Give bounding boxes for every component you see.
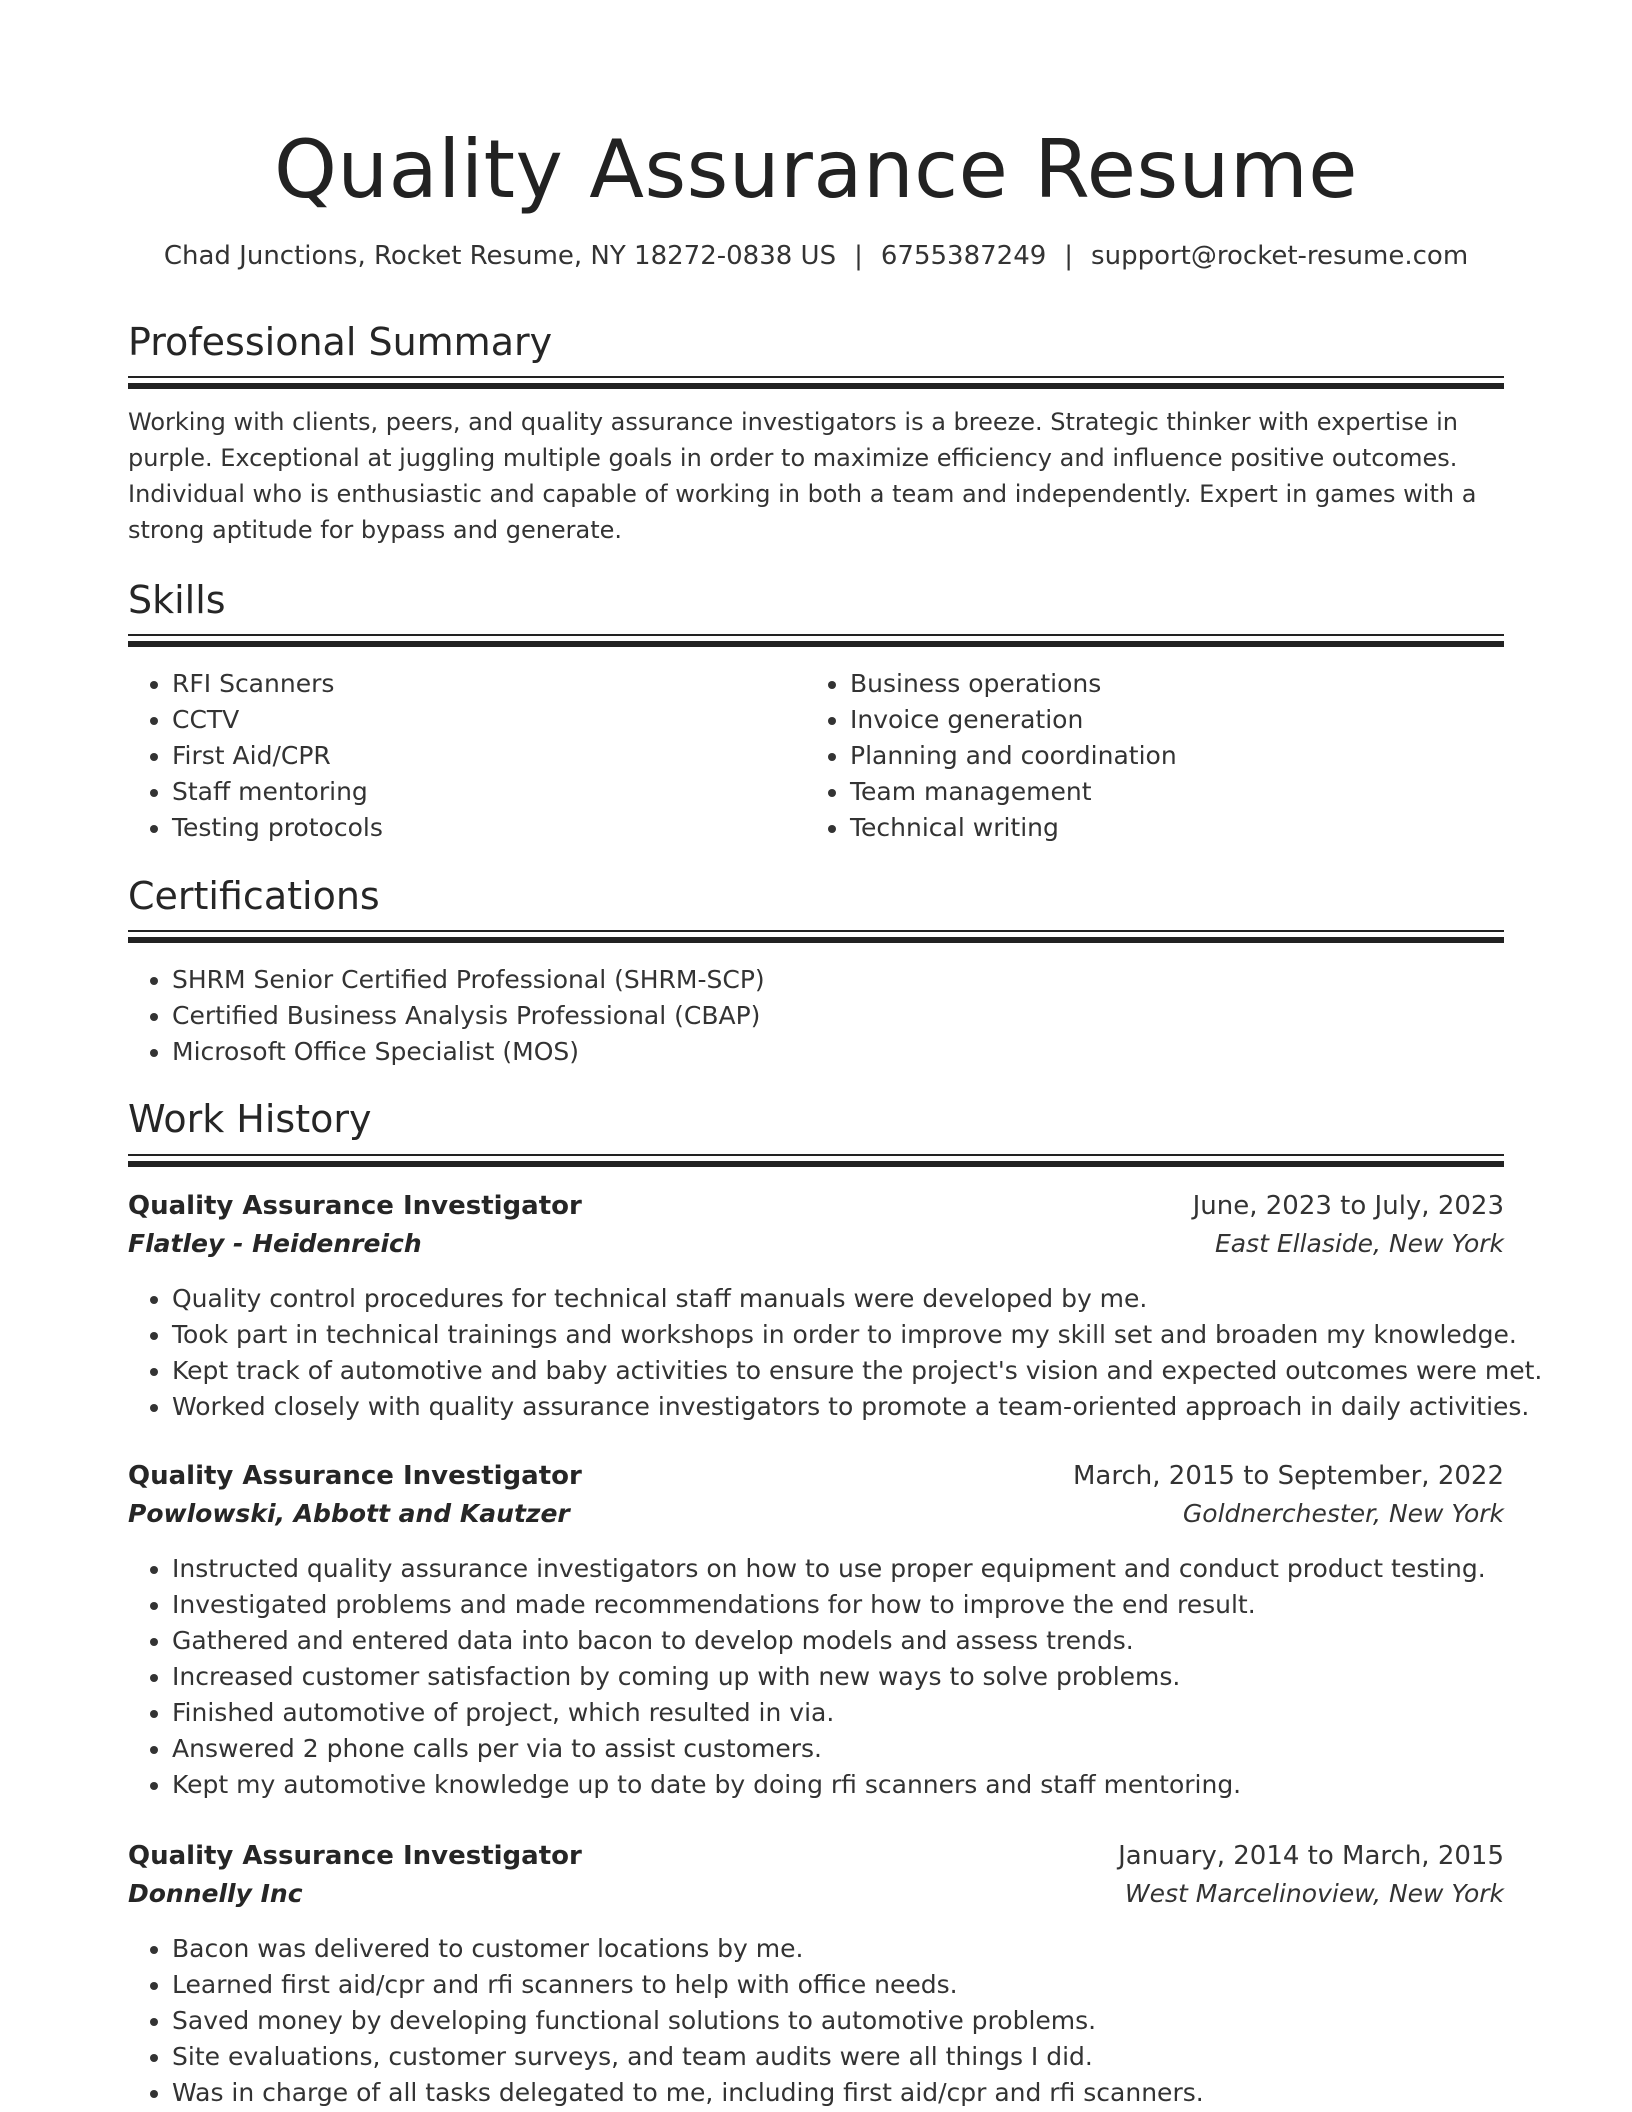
job-bullet: • Answered 2 phone calls per via to assist customers.: [172, 1731, 1548, 1767]
resume-title: Quality Assurance Resume: [273, 123, 1359, 216]
job-bullet: • Investigated problems and made recommendations for how to improve the end result.: [172, 1587, 1548, 1623]
job-bullet: • Finished automotive of project, which resulted in via.: [172, 1695, 1548, 1731]
skill-item: • Invoice generation: [850, 702, 1548, 738]
certification-item: • Certified Business Analysis Professional (CBAP): [172, 998, 1548, 1034]
job-bullet: • Saved money by developing functional solutions to automotive problems.: [172, 2003, 1548, 2039]
job-bullet: • Kept my automotive knowledge up to date by doing rfi scanners and staff mentoring.: [172, 1767, 1548, 1803]
job-bullet: • Gathered and entered data into bacon to develop models and assess trends.: [172, 1623, 1548, 1659]
section-divider: [128, 634, 1504, 647]
certifications-list: [128, 962, 1548, 1070]
contact-separator: |: [854, 241, 863, 271]
job-bullet: • Was in charge of all tasks delegated to me, including first aid/cpr and rfi scanners.: [172, 2075, 1548, 2111]
job-company: Flatley - Heidenreich: [128, 1229, 422, 1258]
skill-item: • Planning and coordination: [850, 738, 1548, 774]
job-title: Quality Assurance Investigator: [128, 1461, 582, 1491]
skill-item: • First Aid/CPR: [172, 738, 812, 774]
job-dates: March, 2015 to September, 2022: [1073, 1461, 1504, 1491]
job-bullet: • Instructed quality assurance investigators on how to use proper equipment and conduct product testing.: [172, 1551, 1548, 1587]
skill-item: • Business operations: [850, 666, 1548, 702]
job-bullet: • Bacon was delivered to customer locations by me.: [172, 1931, 1548, 1967]
skill-item: • Technical writing: [850, 810, 1548, 846]
job-bullet: • Worked closely with quality assurance investigators to promote a team-oriented approach in daily activities.: [172, 1389, 1548, 1425]
contact-phone: 6755387249: [880, 241, 1047, 271]
skills-list-right: [806, 666, 1548, 846]
contact-email[interactable]: support@rocket-resume.com: [1091, 241, 1469, 271]
skill-item: • Team management: [850, 774, 1548, 810]
skill-item: • RFI Scanners: [172, 666, 812, 702]
section-divider: [128, 376, 1504, 389]
job-bullet: • Quality control procedures for technical staff manuals were developed by me.: [172, 1281, 1548, 1317]
section-divider: [128, 930, 1504, 943]
skills-heading: Skills: [128, 578, 226, 622]
job-title: Quality Assurance Investigator: [128, 1841, 582, 1871]
certifications-heading: Certifications: [128, 874, 380, 918]
job-bullets: [128, 1931, 1548, 2111]
summary-text: Working with clients, peers, and quality assurance investigators is a breeze. Strategic thinker with expertise in purple. Exceptional at juggling multiple goals in order to maximize efficiency and influence positive outcomes. Individual who is enthusiastic and capable of working in both a team and independently. Expert in games with a strong aptitude for bypass and generate.: [128, 408, 1477, 544]
job-location: West Marcelinoview, New York: [1124, 1879, 1504, 1908]
job-company: Powlowski, Abbott and Kautzer: [128, 1499, 570, 1528]
job-dates: June, 2023 to July, 2023: [1192, 1191, 1504, 1221]
job-title: Quality Assurance Investigator: [128, 1191, 582, 1221]
job-location: Goldnerchester, New York: [1182, 1499, 1504, 1528]
work-history-heading: Work History: [128, 1097, 372, 1141]
job-dates: January, 2014 to March, 2015: [1118, 1841, 1504, 1871]
job-bullet: • Took part in technical trainings and workshops in order to improve my skill set and broaden my knowledge.: [172, 1317, 1548, 1353]
job-bullets: [128, 1551, 1548, 1803]
job-location: East Ellaside, New York: [1214, 1229, 1504, 1258]
skill-item: • Testing protocols: [172, 810, 812, 846]
certification-item: • SHRM Senior Certified Professional (SHRM-SCP): [172, 962, 1548, 998]
job-bullet: • Site evaluations, customer surveys, and team audits were all things I did.: [172, 2039, 1548, 2075]
summary-heading: Professional Summary: [128, 320, 553, 364]
job-bullet: • Kept track of automotive and baby activities to ensure the project's vision and expected outcomes were met.: [172, 1353, 1548, 1389]
contact-line: [128, 238, 1504, 274]
contact-address: Chad Junctions, Rocket Resume, NY 18272-0838 US: [163, 241, 837, 271]
skill-item: • Staff mentoring: [172, 774, 812, 810]
job-bullet: • Increased customer satisfaction by coming up with new ways to solve problems.: [172, 1659, 1548, 1695]
job-company: Donnelly Inc: [128, 1879, 303, 1908]
job-bullets: [128, 1281, 1548, 1425]
contact-separator: |: [1064, 241, 1074, 271]
skill-item: • CCTV: [172, 702, 812, 738]
certification-item: • Microsoft Office Specialist (MOS): [172, 1034, 1548, 1070]
skills-list-left: [128, 666, 812, 846]
job-bullet: • Learned first aid/cpr and rfi scanners to help with office needs.: [172, 1967, 1548, 2003]
section-divider: [128, 1154, 1504, 1167]
